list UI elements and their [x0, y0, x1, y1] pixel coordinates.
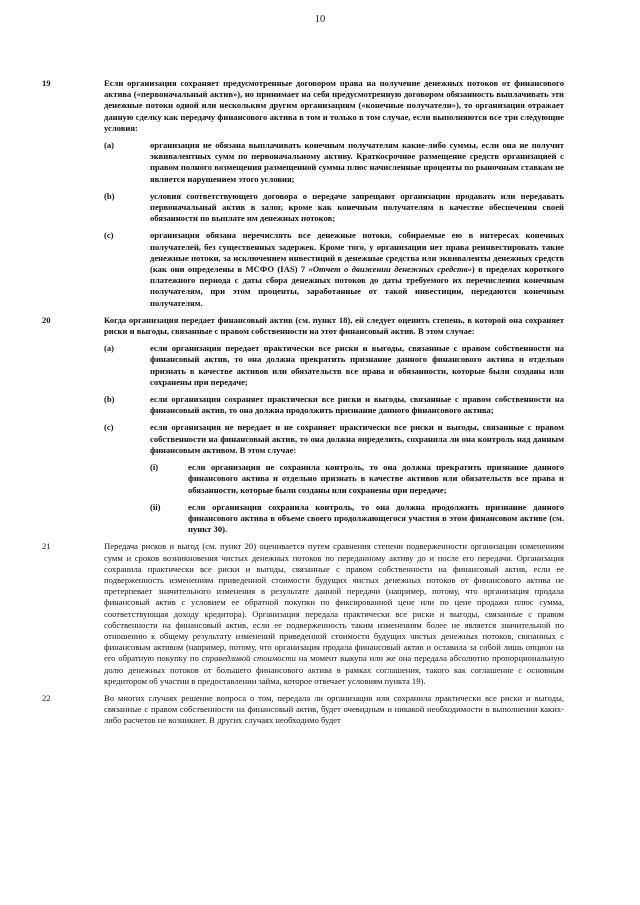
list-item-label: (b) — [104, 190, 115, 201]
list-item-text: если организация не передает и не сохраняет практически все риски и выгоды, связанные с правом собственности на финансовый актив, то она должна определить, сохранила ли она контроль над данным финансовым активом. В этом случае: — [150, 422, 564, 455]
sub-list-item-text: если организация не сохранила контроль, то она должна прекратить признание данного финансового актива и отдельно признать в качестве активов или обязательств все права и обязанности, которые были созданы или сохранены при передаче; — [188, 462, 564, 495]
paragraph-number: 19 — [42, 78, 51, 88]
paragraph-text: Когда организация передает финансовый актив (см. пункт 18), ей следует оценить степень, в которой она сохраняет риски и выгоды, связанные с правом собственности на этот финансовый актив. В этом случае: — [104, 314, 564, 337]
paragraph-20 — [42, 314, 564, 535]
defined-term: справедливой стоимости — [201, 653, 296, 664]
list-item-label: (b) — [104, 394, 115, 405]
paragraph-21 — [42, 541, 564, 687]
list-item-label: (a) — [104, 343, 115, 354]
list-item — [104, 394, 564, 416]
page-number: 10 — [314, 14, 326, 25]
paragraph-number: 20 — [42, 314, 51, 325]
sub-list-item — [150, 501, 564, 536]
document-body — [0, 78, 640, 733]
list-item-text: организация обязана перечислять все денежные потоки, собираемые ею в интересах конечных получателей, без существенных задержек. Кроме того, у организации нет права реинвестировать такие денежные потоки, за исключением инвестиций в денежные средства или эквиваленты денежных средств (как они определены в МСФО (IAS) 7 — [150, 230, 564, 275]
list-item-label: (a) — [104, 140, 115, 151]
list-item — [104, 140, 564, 185]
list-item-label: (c) — [104, 230, 114, 241]
sub-list-item-label: (ii) — [150, 501, 161, 512]
list-item-text: условия соответствующего договора о передаче запрещают организации продавать или передавать первоначальный актив в залог, кроме как конечным получателям в качестве обеспечения своей обязанности по выплате им денежных потоков; — [150, 190, 564, 224]
paragraph-number: 21 — [42, 541, 51, 552]
list-item — [104, 422, 564, 535]
paragraph-19 — [42, 78, 565, 309]
list-item-text: если организация передает практически все риски и выгоды, связанные с правом собственности на финансовый актив, то она должна прекратить признание данного финансового актива и отдельно признать в качестве активов или обязательств все права и обязанности, которые были созданы или сохранены при передаче; — [150, 343, 564, 387]
standard-title: «Отчет о движении денежных средств» — [308, 264, 472, 275]
list-item — [104, 190, 564, 225]
list-item-text: ) в пределах короткого платежного периода с даты сбора денежных потоков до даты требуемого их перечисления конечным получателям, при этом проценты, заработанные от такой инвестиции, передаются конечным получателям. — [150, 264, 565, 308]
sub-list-item-label: (i) — [150, 462, 159, 473]
list-item-text: если организация сохраняет практически все риски и выгоды, связанные с правом собственности на финансовый актив, то она должна продолжить признание данного финансового актива; — [150, 394, 564, 416]
sub-list-item — [150, 462, 564, 496]
paragraph-text: Передача рисков и выгод (см. пункт 20) оценивается путем сравнения степени подверженности организации изменениям сумм и сроков возникновения чистых денежных потоков по переданному активу до и после его передачи. Организация сохранила практически все риски и выгоды, связанные с правом собственности на финансовый актив, если ее подверженность изменениям приведенной стоимости будущих чистых денежных потоков от финансового актива не претерпевает значительного изменения в результате данной передачи (например, потому, что организация продала финансовый актив с условием ее обратной покупки по фиксированной цене или по цене продажи плюс сумма, соответствующая доходу кредитора). Организация передала практически все риски и выгоды, связанные с правом собственности на финансовый актив, если ее подверженность таким изменениям более не является значительной по отношению к общему результату изменений приведенной стоимости будущих чистых денежных потоков, связанных с финансовым активом (например, потому, что организация продала финансовый актив и оставила за собой лишь опцион на его обратную покупку по — [104, 541, 564, 664]
paragraph-number: 22 — [42, 692, 51, 703]
paragraph-text: Во многих случаях решение вопроса о том, передала ли организация или сохранила практически все риски и выгоды, связанные с правом собственности на финансовый актив, будет очевидным и никакой необходимости в выполнении каких-либо расчетов не возникнет. В других случаях необходимо будет — [104, 692, 564, 726]
list-item-label: (c) — [104, 422, 114, 433]
paragraph-text: на момент выкупа или же она передала абсолютно пропорциональную долю денежных потоков от большего финансового актива в рамках соглашения, такого как соглашение с основным кредитором об участии в предоставлении займа, которое отвечает условиям пункта 19). — [104, 653, 564, 686]
list-item — [104, 230, 565, 308]
paragraph-text: Если организация сохраняет предусмотренные договором права на получение денежных потоков от финансового актива («первоначальный актив»), но принимает на себя предусмотренную договором обязанность выплачивать эти денежные потоки одной или нескольким другим организациям («конечные получатели»), то организация отражает данную сделку как передачу финансового актива в том и только в том случае, если выполняются все три следующие условия: — [104, 78, 564, 133]
list-item — [104, 343, 564, 388]
list-item-text: организация не обязана выплачивать конечным получателям какие-либо суммы, если она не получит эквивалентных сумм по первоначальному активу. Краткосрочное размещение средств организацией с правом полного возмещения размещенной суммы плюс начисленные проценты по рыночным ставкам не является нарушением этого условия; — [150, 140, 564, 184]
sub-list-item-text: если организация сохранила контроль, то она должна продолжить признание данного финансового актива в объеме своего продолжающегося участия в этом финансовом активе (см. пункт 30). — [188, 501, 564, 535]
paragraph-22 — [42, 692, 564, 727]
